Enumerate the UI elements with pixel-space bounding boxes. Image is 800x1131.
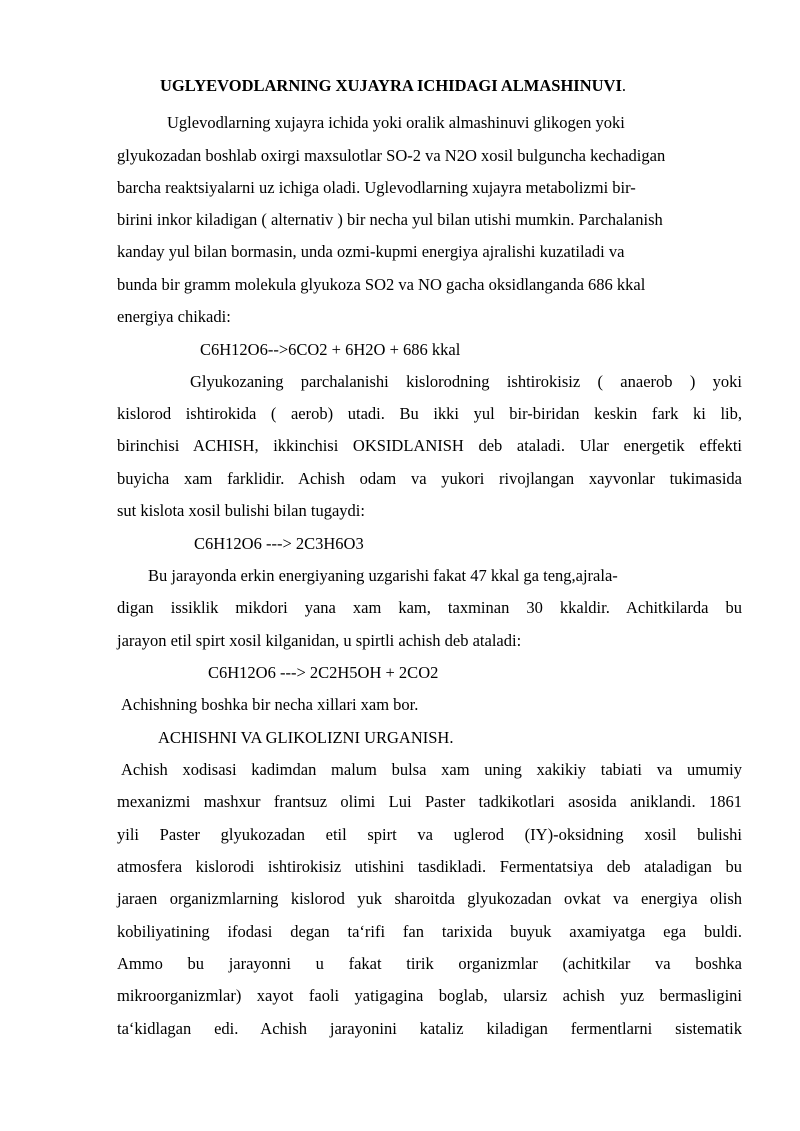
formula-2: C6H12O6 ---> 2C3H6O3 [194, 534, 364, 553]
text-line-16: digan issiklik mikdori yana xam kam, taxminan 30 kkaldir. Achitkilarda bu [117, 598, 742, 617]
text-line-28: mikroorganizmlar) xayot faoli yatigagina boglab, ularsiz achish yuz bermasligini [117, 986, 742, 1005]
text-line-24: atmosfera kislorodi ishtirokisiz utishini tasdikladi. Fermentatsiya deb ataladigan bu [117, 857, 742, 876]
document-title: UGLYEVODLARNING XUJAYRA ICHIDAGI ALMASHINUVI. [160, 76, 627, 95]
formula-3: C6H12O6 ---> 2C2H5OH + 2CO2 [208, 663, 439, 682]
text-line-11: birinchisi ACHISH, ikkinchisi OKSIDLANISH deb ataladi. Ular energetik effekti [117, 436, 742, 455]
text-line-15: Bu jarayonda erkin energiyaning uzgarishi fakat 47 kkal ga teng,ajrala- [148, 566, 618, 585]
formula-1: C6H12O6-->6CO2 + 6H2O + 686 kkal [200, 340, 461, 359]
text-line-1: Uglevodlarning xujayra ichida yoki oralik almashinuvi glikogen yoki [167, 113, 625, 132]
text-line-4: birini inkor kiladigan ( alternativ ) bir necha yul bilan utishi mumkin. Parchalanish [117, 210, 663, 229]
text-line-2: glyukozadan boshlab oxirgi maxsulotlar SO-2 va N2O xosil bulguncha kechadigan [117, 146, 666, 165]
text-line-13: sut kislota xosil bulishi bilan tugaydi: [117, 501, 365, 520]
text-line-29: ta‘kidlagan edi. Achish jarayonini kataliz kiladigan fermentlarni sistematik [117, 1019, 742, 1038]
text-line-12: buyicha xam farklidir. Achish odam va yukori rivojlangan xayvonlar tukimasida [117, 469, 742, 488]
text-line-6: bunda bir gramm molekula glyukoza SO2 va NO gacha oksidlanganda 686 kkal [117, 275, 646, 294]
text-line-7: energiya chikadi: [117, 307, 231, 326]
text-line-3: barcha reaktsiyalarni uz ichiga oladi. Uglevodlarning xujayra metabolizmi bir- [117, 178, 636, 197]
text-line-25: jaraen organizmlarning kislorod yuk sharoitda glyukozadan ovkat va energiya olish [117, 889, 742, 908]
text-line-23: yili Paster glyukozadan etil spirt va uglerod (IY)-oksidning xosil bulishi [117, 825, 742, 844]
section-heading: ACHISHNI VA GLIKOLIZNI URGANISH. [158, 728, 454, 747]
text-line-27: Ammo bu jarayonni u fakat tirik organizmlar (achitkilar va boshka [117, 954, 742, 973]
text-line-17: jarayon etil spirt xosil kilganidan, u spirtli achish deb ataladi: [117, 631, 522, 650]
text-line-21: Achish xodisasi kadimdan malum bulsa xam uning xakikiy tabiati va umumiy [121, 760, 742, 779]
text-line-10: kislorod ishtirokida ( aerob) utadi. Bu ikki yul bir-biridan keskin fark ki lib, [117, 404, 742, 423]
text-line-26: kobiliyatining ifodasi degan ta‘rifi fan tarixida buyuk axamiyatga ega buldi. [117, 922, 742, 941]
text-line-5: kanday yul bilan bormasin, unda ozmi-kupmi energiya ajralishi kuzatiladi va [117, 242, 625, 261]
text-line-9: Glyukozaning parchalanishi kislorodning ishtirokisiz ( anaerob ) yoki [190, 372, 742, 391]
text-line-19: Achishning boshka bir necha xillari xam bor. [121, 695, 419, 714]
text-line-22: mexanizmi mashxur frantsuz olimi Lui Paster tadkikotlari asosida aniklandi. 1861 [117, 792, 742, 811]
